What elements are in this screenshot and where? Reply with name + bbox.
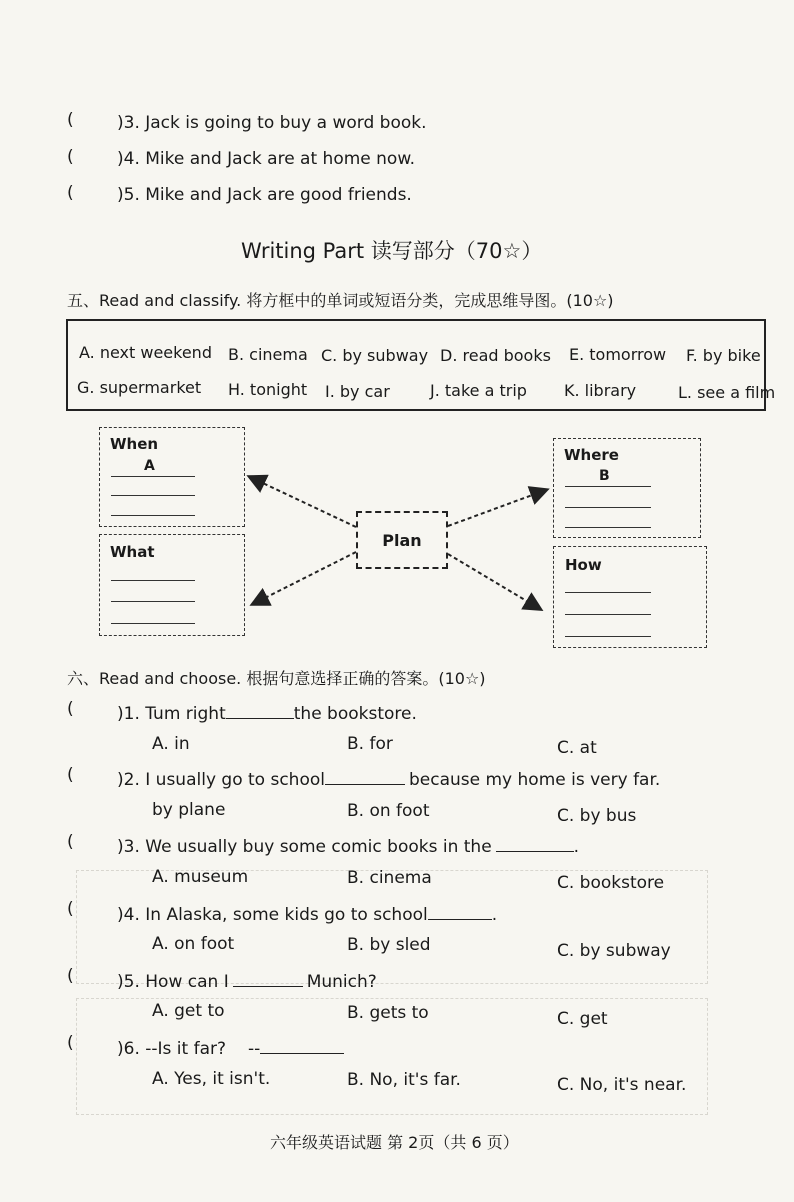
q3-option-a: A. museum — [152, 867, 249, 887]
answer-paren: ( — [67, 147, 74, 167]
arrow-to-what — [253, 552, 356, 604]
word-bank-item: L. see a film — [678, 383, 776, 402]
q4-blank — [428, 902, 492, 920]
plan-center-box — [356, 511, 448, 569]
q3-stem: )3. We usually buy some comic books in the . — [117, 834, 579, 857]
answer-line — [111, 601, 195, 602]
answer-line — [111, 623, 195, 624]
when-box — [99, 427, 245, 527]
answer-line — [111, 476, 195, 477]
q4-option-c: C. by subway — [557, 941, 671, 961]
answer-paren: ( — [67, 699, 74, 719]
what-label: What — [110, 543, 155, 561]
answer-line — [111, 515, 195, 516]
q6-option-a: A. Yes, it isn't. — [152, 1069, 271, 1089]
q1-option-c: C. at — [557, 738, 597, 758]
where-box — [553, 438, 701, 538]
when-label: When — [110, 435, 159, 453]
answer-paren: ( — [67, 966, 74, 986]
answer-line — [111, 580, 195, 581]
writing-part-title: Writing Part 读写部分（70☆） — [241, 239, 543, 263]
q1-stem: )1. Tum right the bookstore. — [117, 701, 417, 724]
q5-blank — [233, 969, 303, 987]
answer-line — [565, 614, 651, 615]
q3-blank — [496, 834, 574, 852]
q6-blank — [260, 1036, 344, 1054]
answer-paren: ( — [67, 1033, 74, 1053]
q2-option-c: C. by bus — [557, 806, 637, 826]
answer-line — [565, 527, 651, 528]
answer-paren: ( — [67, 765, 74, 785]
how-label: How — [565, 556, 602, 574]
q5-option-c: C. get — [557, 1009, 608, 1029]
word-bank-item: I. by car — [325, 382, 390, 401]
word-bank-item: D. read books — [440, 346, 551, 365]
section5-title: 五、Read and classify. 将方框中的单词或短语分类，完成思维导图。(10☆) — [67, 291, 614, 310]
word-bank-item: F. by bike — [686, 346, 761, 365]
arrow-to-how — [448, 554, 540, 609]
q5-option-a: A. get to — [152, 1001, 225, 1021]
word-bank-item: E. tomorrow — [569, 345, 667, 364]
q6-stem: )6. --Is it far? -- — [117, 1036, 344, 1059]
page-footer: 六年级英语试题 第 2页（共 6 页） — [270, 1133, 519, 1152]
answer-line — [565, 592, 651, 593]
answer-line — [565, 507, 651, 508]
word-bank-item: G. supermarket — [77, 378, 202, 397]
arrow-to-when — [250, 477, 356, 527]
q2-blank — [325, 767, 405, 785]
when-example: A — [144, 458, 155, 474]
word-bank-item: B. cinema — [228, 345, 308, 364]
answer-paren: ( — [67, 110, 74, 130]
q4-stem: )4. In Alaska, some kids go to school . — [117, 902, 497, 925]
q3-option-c: C. bookstore — [557, 873, 665, 893]
word-bank-item: A. next weekend — [79, 343, 212, 362]
answer-paren: ( — [67, 899, 74, 919]
what-box — [99, 534, 245, 636]
q2-option-b: B. on foot — [347, 801, 430, 821]
q6-option-c: C. No, it's near. — [557, 1075, 687, 1095]
tf-question-5: )5. Mike and Jack are good friends. — [117, 185, 412, 205]
where-example: B — [599, 468, 610, 484]
q2-stem: )2. I usually go to school because my home is very far. — [117, 767, 660, 790]
word-bank-item: K. library — [564, 381, 637, 400]
word-bank-item: J. take a trip — [430, 381, 527, 400]
how-box — [553, 546, 707, 648]
q4-option-b: B. by sled — [347, 935, 431, 955]
answer-line — [565, 636, 651, 637]
answer-line — [565, 486, 651, 487]
where-label: Where — [564, 446, 619, 464]
q1-option-b: B. for — [347, 734, 393, 754]
plan-label: Plan — [382, 531, 422, 550]
section6-title: 六、Read and choose. 根据句意选择正确的答案。(10☆) — [67, 669, 486, 688]
q1-option-a: A. in — [152, 734, 190, 754]
arrow-to-where — [448, 490, 546, 526]
q2-option-a: by plane — [152, 800, 226, 820]
word-bank-item: H. tonight — [228, 380, 308, 399]
answer-paren: ( — [67, 183, 74, 203]
tf-question-3: )3. Jack is going to buy a word book. — [117, 113, 427, 133]
word-bank-item: C. by subway — [321, 346, 429, 365]
q1-blank — [226, 701, 294, 719]
answer-line — [111, 495, 195, 496]
q4-option-a: A. on foot — [152, 934, 235, 954]
q6-option-b: B. No, it's far. — [347, 1070, 461, 1090]
q3-option-b: B. cinema — [347, 868, 432, 888]
q5-option-b: B. gets to — [347, 1003, 429, 1023]
q5-stem: )5. How can I Munich? — [117, 969, 377, 992]
tf-question-4: )4. Mike and Jack are at home now. — [117, 149, 416, 169]
answer-paren: ( — [67, 832, 74, 852]
